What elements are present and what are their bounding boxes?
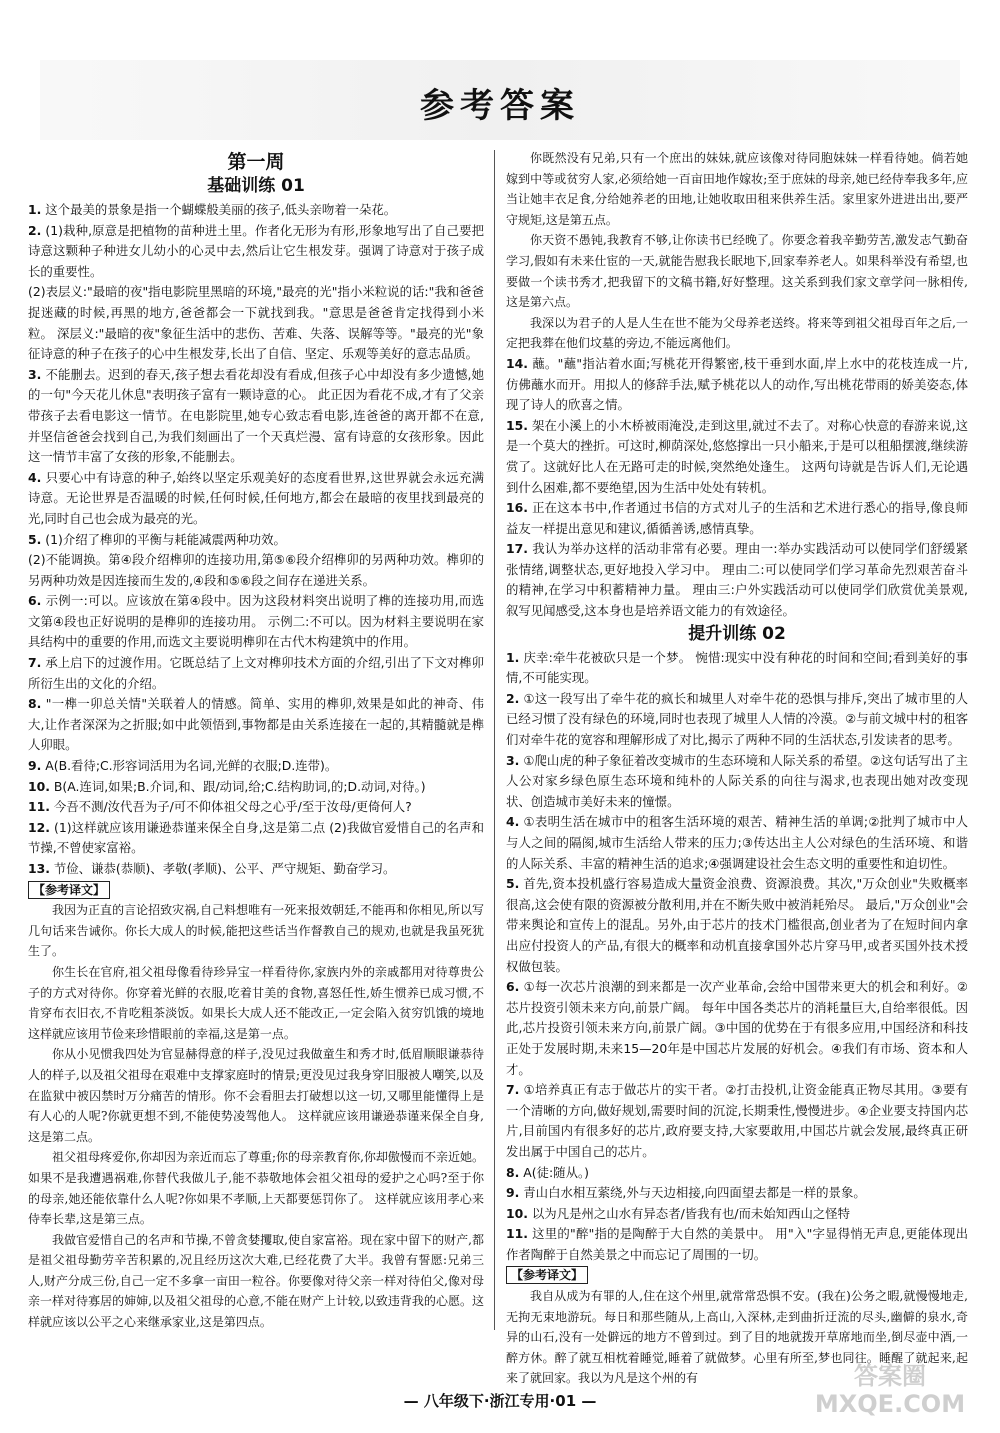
answer-number: 12. (28, 819, 50, 835)
answer-number: 8. (506, 1164, 520, 1180)
translation-paragraph: 我做官爱惜自己的名声和节操,不曾贪婪攫取,使自家富裕。现在家中留下的财产,都是祖父祖母勤劳辛苦积累的,况且经历这次大难,已经花费了大半。我曾有誓愿:兄弟三人,财产分成三份,自己一定不多拿一亩田一粒谷。你要像对待父亲一样对待伯父,像对母亲一样对待寡居的婶婶,以及祖父祖母的心意,不能在财产上计较,以致违背我的心愿。这样就应该以公平之心来继承家业,这是第四点。 (28, 1232, 484, 1330)
answer-item (506, 648, 968, 689)
answer-item (506, 1080, 968, 1162)
answer-number: 6. (506, 979, 520, 995)
answer-text: 这个最美的景象是指一个蝴蝶般美丽的孩子,低头亲吻着一朵花。 (45, 202, 397, 217)
answer-item (28, 694, 484, 756)
answer-item (28, 468, 484, 530)
answer-number: 17. (506, 541, 528, 557)
answer-text: 今吾不测/汝代吾为子/可不仰体祖父母之心乎/至于汝母/更倚何人? (53, 799, 412, 815)
answer-text: 我认为举办这样的活动非常有必要。理由一:举办实践活动可以使同学们舒缓紧张情绪,调整状态,更好地投入学习中。 理由二:可以使同学们学习革命先烈艰苦奋斗的精神,在学习中积蓄精神力量。 理由三:户外实践活动可以使同学们欣赏优美景观,叙写见闻感受,这本身也是培养语文能力的有效途径。 (506, 541, 968, 619)
answer-text: 示例一:可以。应该放在第④段中。因为这段材料突出说明了榫的连接功用,而选文第④段也正好说明的是榫卯的连接功用。 示例二:不可以。因为材料主要说明在家具结构中的重要的作用,而选文主要说明榫卯在古代木构建筑中的作用。 (28, 593, 484, 650)
answer-number: 1. (28, 202, 42, 217)
answer-text: 承上启下的过渡作用。它既总结了上文对榫卯技术方面的介绍,引出了下文对榫卯所衍生出的文化的介绍。 (28, 655, 484, 691)
column-divider (494, 150, 495, 1330)
answer-item (28, 550, 484, 591)
answer-text: B(A.连词,如果;B.介词,和、跟/动词,给;C.结构助词,的;D.动词,对待。) (53, 778, 426, 794)
answer-text: 只要心中有诗意的种子,始终以坚定乐观美好的态度看世界,这世界就会永远充满诗意。无论世界是否温暖的时候,任何时候,任何地方,都会在最暗的夜里找到最亮的光,同时自己也会成为最亮的光。 (28, 469, 484, 526)
translation-paragraph: 你生长在官府,祖父祖母像看待珍异宝一样看待你,家族内外的亲戚都用对待尊贵公子的方式对待你。你穿着光鲜的衣服,吃着甘美的食物,喜怒任性,娇生惯养已成习惯,不肯穿布衣旧衣,不肯吃粗茶淡饭。如果长大成人还不能改正,一定会陷入贫穷饥饿的境地这样就应该用节俭来珍惜眼前的幸福,这是第一点。 (28, 964, 484, 1041)
answer-item (506, 1163, 968, 1184)
right-column (506, 148, 968, 1386)
answer-number: 10. (28, 778, 50, 794)
answer-item (506, 874, 968, 977)
answer-text: (2)表层义:"最暗的夜"指电影院里黑暗的环境,"最亮的光"指小米粒说的话:"我和爸爸捉迷藏的时候,再黑的地方,爸爸都会一下就找到我。"意思是爸爸肯定找得到小米粒。 深层义:"最暗的夜"象征生活中的悲伤、苦难、失落、误解等等。"最亮的光"象征诗意的种子在孩子的心中生根发芽,长出了自信、坚定、乐观等美好的意志品质。 (28, 284, 484, 362)
answer-item (506, 1204, 968, 1225)
answer-item (506, 498, 968, 539)
answer-text: (1)栽种,原意是把植物的苗种进土里。作者化无形为有形,形象地写出了自己要把诗意这颗种子种进女儿幼小的心灵中去,然后让它生根发芽。强调了诗意对于孩子成长的重要性。 (28, 222, 484, 279)
answer-item (506, 1183, 968, 1204)
answer-item (506, 1224, 968, 1265)
answer-number: 16. (506, 500, 528, 516)
answer-item (28, 530, 484, 551)
answer-text: ①爬山虎的种子象征着改变城市的生态环境和人际关系的希望。②这句话写出了主人公对家乡绿色原生态环境和纯朴的人际关系的向往与渴求,也表现出她对改变现状、创造城市美好未来的憧憬。 (506, 752, 968, 809)
answer-number: 3. (28, 366, 42, 382)
page-footer: — 八年级下·浙江专用·01 — (403, 1392, 597, 1410)
translation-paragraph: 我自从成为有罪的人,住在这个州里,就常常恐惧不安。(我在)公务之暇,就慢慢地走,无拘无束地游玩。每日和那些随从,上高山,入深林,走到曲折迂流的尽头,幽僻的泉水,奇异的山石,没有一处僻远的地方不曾到过。到了目的地就拨开草席地而坐,倒尽壶中酒,一醉方休。醉了就互相枕着睡觉,睡着了就做梦。心里有所至,梦也同往。睡醒了就起来,起来了就回家。我以为凡是这个州的有 (506, 1289, 968, 1386)
left-translation (28, 900, 484, 1332)
left-answer-list (28, 200, 484, 880)
answer-item (28, 221, 484, 283)
reference-translation-label: 【参考译文】 (28, 881, 110, 899)
answer-number: 7. (28, 655, 42, 671)
answer-item (506, 539, 968, 621)
answer-item (506, 812, 968, 874)
answer-text: (1)介绍了榫卯的平衡与耗能减震两种功效。 (45, 531, 286, 547)
translation-paragraph: 你既然没有兄弟,只有一个庶出的妹妹,就应该像对待同胞妹妹一样看待她。倘若她嫁到中等或贫穷人家,必须给她一百亩田地作嫁妆;至于庶妹的母亲,她已经侍奉我多年,应当让她丰衣足食,分给她养老的田地,让她收取田租来供养生活。家里家外进进出出,要严守规矩,这是第五点。 (506, 151, 968, 227)
answer-item (506, 689, 968, 751)
answer-item (506, 354, 968, 416)
section-subtitle-2: 提升训练 02 (688, 623, 786, 644)
week-title: 第一周 (227, 151, 285, 173)
translation-paragraph: 我深以为君子的人是人生在世不能为父母养老送终。将来等到祖父祖母百年之后,一定把我葬在他们坟墓的旁边,不能远离他们。 (506, 315, 968, 351)
answer-number: 4. (28, 469, 42, 485)
answer-number: 6. (28, 593, 42, 609)
answer-item (506, 977, 968, 1080)
translation-paragraph: 祖父祖母疼爱你,你却因为亲近而忘了尊重;你的母亲教育你,你却傲慢而不亲近她。如果不是我遭遇祸难,你替代我做儿子,能不恭敬地体会祖父祖母的爱护之心吗?至于你的母亲,她还能依靠什么人呢?你如果不孝顺,上天都要惩罚你了。 这样就应该用孝心来侍奉长辈,这是第三点。 (28, 1150, 484, 1227)
answer-text: ①每一次芯片浪潮的到来都是一次产业革命,会给中国带来更大的机会和利好。②芯片投资引领未来方向,前景广阔。 每年中国各类芯片的消耗量巨大,自给率很低。因此,芯片投资引领未来方向,前景广阔。③中国的优势在于有很多应用,中国经济和科技正处于发展时期,未来15—20年是中国芯片发展的好机会。④我们有市场、资本和人才。 (506, 979, 968, 1077)
translation-paragraph: 我因为正直的言论招致灾祸,自己料想唯有一死来报效朝廷,不能再和你相见,所以写几句话来告诫你。你长大成人的时候,能把这些话当作督教自己的规劝,也就是我虽死犹生了。 (28, 903, 484, 959)
answer-text: A(徒:随从。) (523, 1164, 589, 1180)
answer-text: (2)不能调换。第④段介绍榫卯的连接功用,第⑤⑥段介绍榫卯的另两种功效。榫卯的另两种功效是因连接而生发的,④段和⑤⑥段之间存在递进关系。 (28, 552, 484, 588)
answer-text: 以为凡是州之山水有异态者/皆我有也/而未始知西山之怪特 (531, 1205, 851, 1221)
page-title: 参考答案 (420, 86, 580, 126)
answer-number: 11. (28, 799, 50, 815)
answer-item (28, 859, 484, 880)
answer-text: 蘸。"蘸"指沾着水面;写桃花开得繁密,枝干垂到水面,岸上水中的花枝连成一片,仿佛蘸水而开。用拟人的修辞手法,赋予桃花以人的动作,写出桃花带雨的娇美姿态,体现了诗人的欣喜之情。 (506, 355, 968, 413)
answer-item (28, 653, 484, 694)
answer-text: 青山白水相互萦绕,外与天边相接,向四面望去都是一样的景象。 (523, 1185, 866, 1201)
answer-text: 庆幸:牵牛花被砍只是一个梦。 惋惜:现实中没有种花的时间和空间;看到美好的事情,不可能实现。 (506, 649, 968, 686)
answer-text: "一榫一卯总关情"关联着人的情感。简单、实用的榫卯,效果是如此的神奇、伟大,让作者深深为之折服;如中此领悟到,事物都是由关系连接在一起的,其精髓就是榫人卯眼。 (28, 696, 484, 753)
answer-number: 13. (28, 861, 50, 876)
answer-item (28, 777, 484, 798)
answer-text: 正在这本书中,作者通过书信的方式对儿子的生活和艺术进行悉心的指导,像良师益友一样提出意见和建议,循循善诱,感情真挚。 (506, 500, 968, 536)
answer-number: 5. (506, 876, 520, 892)
answer-item (506, 416, 968, 498)
answer-text: 首先,资本投机盛行容易造成大量资金浪费、资源浪费。其次,"万众创业"失败概率很高,这会使有限的资源被分散利用,并在不断失败中被消耗殆尽。 最后,"万众创业"会带来舆论和宣传上的混乱。另外,由于芯片的技术门槛很高,创业者为了在短时间内拿出应付投资人的产品,有很大的概率和动机直接拿国外芯片穿马甲,或者买国外技术授权做包装。 (506, 876, 968, 974)
answer-number: 2. (506, 690, 520, 706)
answer-text: A(B.看待;C.形容词活用为名词,光鲜的衣服;D.连带)。 (45, 758, 338, 774)
answer-text: ①培养真正有志于做芯片的实干者。②打击投机,让资金能真正物尽其用。③要有一个清晰的方向,做好规划,需要时间的沉淀,长期秉性,慢慢进步。④企业要支持国内芯片,目前国内有很多好的芯片,政府要支持,大家要敢用,中国芯片就会发展,最终真正研发出属于中国自己的芯片。 (506, 1082, 968, 1159)
answer-number: 3. (506, 752, 520, 768)
answer-number: 4. (506, 814, 520, 830)
right-answer-list (506, 354, 968, 622)
answer-number: 1. (506, 649, 520, 665)
translation-paragraph: 你从小见惯我四处为官显赫得意的样子,没见过我做童生和秀才时,低眉顺眼谦恭待人的样子,以及祖父祖母在艰难中支撑家庭时的情景;更没见过我身穿旧服被人嘲笑,以及在监狱中被囚禁时万分痛苦的情形。你不会看胆去打破想以这一切,又哪里能懂得上是有人心的人呢?你就更想不到,不能使势凌驾他人。 这样就应该用谦逊恭谨来保全自身,这是第二点。 (28, 1047, 484, 1144)
answer-text: ①表明生活在城市中的租客生活环境的艰苦、精神生活的单调;②批判了城市中人与人之间的隔阂,城市生活给人带来的压力;③传达出主人公对绿色的生活环境、和谐的人际关系、丰富的精神生活的追求;④强调建设社会生态文明的重要性和迫切性。 (506, 814, 968, 871)
answer-number: 14. (506, 355, 528, 371)
answer-item (28, 797, 484, 818)
answer-text: 节俭、谦恭(恭顺)、孝敬(孝顺)、公平、严守规矩、勤奋学习。 (53, 861, 396, 876)
right-answer-list-2 (506, 648, 968, 1266)
answer-number: 10. (506, 1205, 528, 1221)
answer-text: 不能删去。迟到的春天,孩子想去看花却没有看成,但孩子心中却没有多少遗憾,她的一句"今天花儿休息"表明孩子富有一颗诗意的心。 此正因为看花不成,才有了父亲带孩子去看电影这一情节。在电影院里,她专心致志看电影,连爸爸的离开都不在意,并坚信爸爸会找到自己,为我们刻画出了一个天真烂漫、富有诗意的女孩形象。因此这一情节丰富了女孩的形象,不能删去。 (28, 366, 484, 465)
left-column (28, 148, 484, 1338)
answer-item (28, 365, 484, 468)
answer-number: 11. (506, 1226, 528, 1242)
answer-text: ①这一段写出了牵牛花的疯长和城里人对牵牛花的恐惧与排斥,突出了城市里的人已经习惯了没有绿色的环境,同时也表现了城里人人情的冷漠。②与前文城中村的租客们对牵牛花的宽容和理解形成了对比,揭示了两种不同的生活状态,引发读者的思考。 (506, 690, 968, 748)
answer-number: 2. (28, 222, 42, 238)
answer-number: 8. (28, 696, 42, 712)
watermark-logo: 答案圈 MXQE.COM (814, 1362, 966, 1418)
answer-number: 7. (506, 1082, 520, 1098)
answer-number: 15. (506, 417, 528, 433)
answer-text: (1)这样就应该用谦逊恭谨来保全自身,这是第二点 (2)我做官爱惜自己的名声和节操,不曾使家富裕。 (28, 819, 484, 856)
answer-number: 9. (506, 1185, 520, 1201)
answer-item (28, 282, 484, 364)
answer-number: 9. (28, 758, 42, 774)
right-translation-continued (506, 148, 968, 354)
answer-item (28, 756, 484, 777)
answer-item (28, 818, 484, 859)
reference-translation-label-2: 【参考译文】 (506, 1266, 588, 1284)
answer-text: 架在小溪上的小木桥被雨淹没,走到这里,就过不去了。对称心快意的春游来说,这是一个莫大的挫折。可这时,柳荫深处,悠悠撑出一只小船来,于是可以租船摆渡,继续游赏了。这就好比人在无路可走的时候,突然绝处逢生。 这两句诗就是告诉人们,无论遇到什么困难,都不要绝望,因为生活中处处有转机。 (506, 417, 968, 495)
answer-item (28, 200, 484, 221)
section-subtitle: 基础训练 01 (207, 176, 305, 196)
answer-number: 5. (28, 531, 42, 547)
translation-paragraph: 你天资不愚钝,我教育不够,让你读书已经晚了。你要念着我辛勤劳苦,激发志气勤奋学习,假如有未来仕宦的一天,就能告慰我长眠地下,回家奉养老人。如果科举没有希望,也要做一个读书秀才,把我留下的文稿书籍,好好整理。这关系到我们家文章学问一脉相传,这是第六点。 (506, 233, 968, 310)
answer-item (28, 591, 484, 653)
answer-text: 这里的"醉"指的是陶醉于大自然的美景中。 用"入"字显得悄无声息,更能体现出作者陶醉于自然美景之中而忘记了周围的一切。 (506, 1226, 968, 1262)
answer-item (506, 751, 968, 813)
